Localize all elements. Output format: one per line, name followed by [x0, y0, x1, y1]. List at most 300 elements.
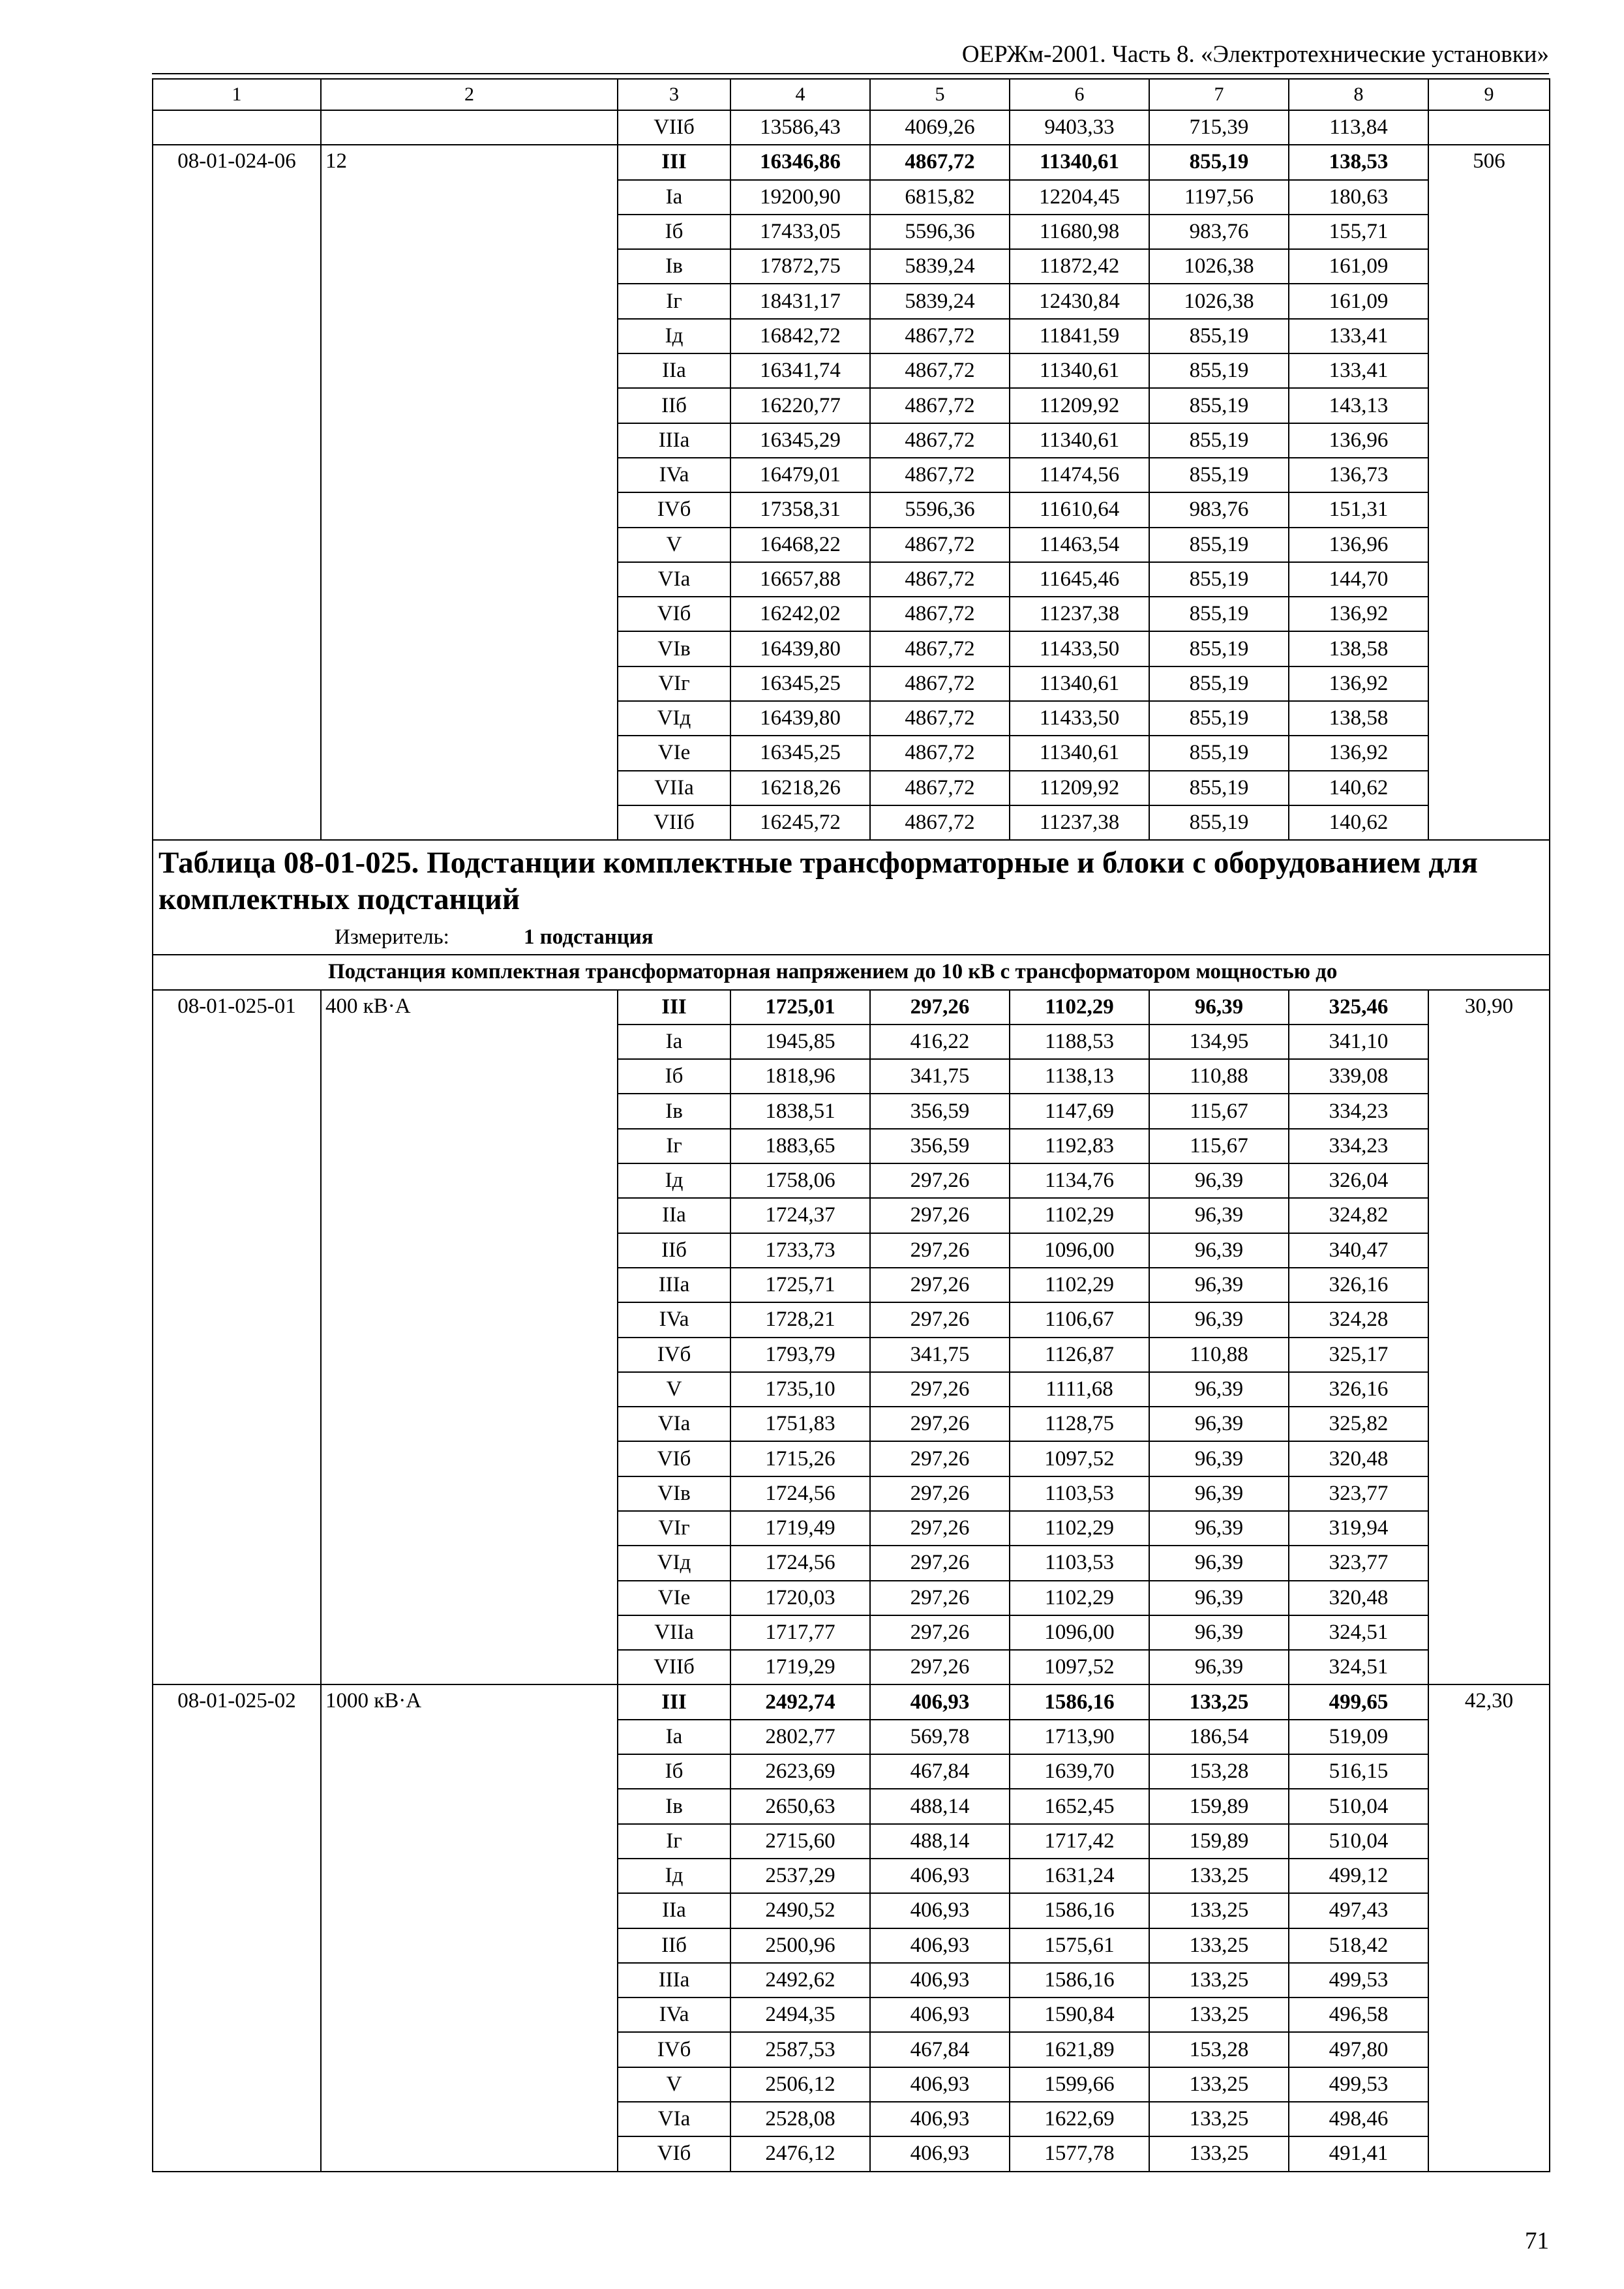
value-cell: 1147,69: [1010, 1094, 1149, 1128]
value-cell: 133,25: [1149, 2102, 1289, 2136]
region-category-cell: Iв: [618, 249, 730, 284]
value-cell: 153,28: [1149, 1754, 1289, 1789]
value-cell: 334,23: [1289, 1094, 1428, 1128]
value-cell: 133,41: [1289, 319, 1428, 353]
value-cell: 855,19: [1149, 145, 1289, 179]
value-cell: 406,93: [870, 2067, 1010, 2102]
region-category-cell: VIв: [618, 1476, 730, 1511]
value-cell: 96,39: [1149, 1163, 1289, 1198]
region-category-cell: IIб: [618, 388, 730, 423]
value-cell: 297,26: [870, 1581, 1010, 1615]
value-cell: 1719,49: [730, 1511, 870, 1546]
value-cell: 1725,71: [730, 1268, 870, 1302]
value-cell: 138,58: [1289, 701, 1428, 736]
value-cell: 153,28: [1149, 2032, 1289, 2067]
value-cell: 96,39: [1149, 990, 1289, 1025]
value-cell: 569,78: [870, 1720, 1010, 1754]
value-cell: 356,59: [870, 1129, 1010, 1163]
value-cell: 1838,51: [730, 1094, 870, 1128]
value-cell: 326,16: [1289, 1268, 1428, 1302]
value-cell: 136,96: [1289, 528, 1428, 562]
value-cell: 11209,92: [1010, 388, 1149, 423]
value-cell: 186,54: [1149, 1720, 1289, 1754]
value-cell: 133,25: [1149, 2136, 1289, 2171]
value-cell: 159,89: [1149, 1824, 1289, 1859]
value-cell: 1096,00: [1010, 1615, 1149, 1650]
value-cell: 1728,21: [730, 1302, 870, 1337]
value-cell: 4867,72: [870, 319, 1010, 353]
value-cell: 2494,35: [730, 1997, 870, 2032]
value-cell: 4867,72: [870, 145, 1010, 179]
value-cell: 324,51: [1289, 1615, 1428, 1650]
value-cell: 16218,26: [730, 771, 870, 805]
value-cell: 2506,12: [730, 2067, 870, 2102]
running-header: ОЕРЖм-2001. Часть 8. «Электротехнические установки»: [961, 41, 1549, 68]
value-cell: 2492,74: [730, 1684, 870, 1719]
value-cell: 1138,13: [1010, 1059, 1149, 1094]
column-number: 3: [618, 79, 730, 110]
last-cell-empty: [1428, 110, 1550, 145]
value-cell: 325,17: [1289, 1338, 1428, 1372]
value-cell: 1102,29: [1010, 1268, 1149, 1302]
value-cell: 96,39: [1149, 1650, 1289, 1684]
column-number: 2: [321, 79, 618, 110]
column-number: 7: [1149, 79, 1289, 110]
value-cell: 324,51: [1289, 1650, 1428, 1684]
value-cell: 1097,52: [1010, 1441, 1149, 1476]
value-cell: 983,76: [1149, 215, 1289, 249]
value-cell: 133,25: [1149, 1997, 1289, 2032]
value-cell: 2650,63: [730, 1789, 870, 1823]
region-category-cell: VIв: [618, 631, 730, 666]
value-cell: 4867,72: [870, 736, 1010, 770]
value-cell: 1883,65: [730, 1129, 870, 1163]
value-cell: 1724,56: [730, 1476, 870, 1511]
value-cell: 297,26: [870, 1546, 1010, 1580]
value-cell: 5839,24: [870, 284, 1010, 318]
value-cell: 2528,08: [730, 2102, 870, 2136]
value-cell: 855,19: [1149, 701, 1289, 736]
value-cell: 1717,77: [730, 1615, 870, 1650]
value-cell: 2476,12: [730, 2136, 870, 2171]
value-cell: 499,12: [1289, 1859, 1428, 1893]
value-cell: 855,19: [1149, 353, 1289, 388]
value-cell: 11645,46: [1010, 562, 1149, 597]
region-category-cell: VIг: [618, 666, 730, 701]
value-cell: 133,25: [1149, 1893, 1289, 1928]
value-cell: 155,71: [1289, 215, 1428, 249]
value-cell: 1724,37: [730, 1198, 870, 1233]
value-cell: 297,26: [870, 1476, 1010, 1511]
cost-table: [152, 78, 1550, 2172]
value-cell: 2623,69: [730, 1754, 870, 1789]
column-9-cell: 42,30: [1428, 1684, 1550, 2171]
value-cell: 1102,29: [1010, 1581, 1149, 1615]
value-cell: 416,22: [870, 1025, 1010, 1059]
value-cell: 110,88: [1149, 1059, 1289, 1094]
value-cell: 297,26: [870, 1511, 1010, 1546]
region-category-cell: VIб: [618, 1441, 730, 1476]
value-cell: 356,59: [870, 1094, 1010, 1128]
table-row: [153, 145, 1550, 179]
value-cell: 96,39: [1149, 1372, 1289, 1407]
value-cell: 1631,24: [1010, 1859, 1149, 1893]
value-cell: 297,26: [870, 1163, 1010, 1198]
value-cell: 19200,90: [730, 180, 870, 215]
value-cell: 510,04: [1289, 1824, 1428, 1859]
value-cell: 18431,17: [730, 284, 870, 318]
value-cell: 140,62: [1289, 771, 1428, 805]
value-cell: 151,31: [1289, 492, 1428, 527]
value-cell: 499,53: [1289, 2067, 1428, 2102]
region-category-cell: IVa: [618, 1302, 730, 1337]
value-cell: 4867,72: [870, 805, 1010, 840]
column-9-cell: 30,90: [1428, 990, 1550, 1685]
value-cell: 136,92: [1289, 666, 1428, 701]
measure-line: [158, 923, 1544, 951]
region-category-cell: IIIa: [618, 423, 730, 458]
value-cell: 1725,01: [730, 990, 870, 1025]
region-category-cell: V: [618, 2067, 730, 2102]
value-cell: 11841,59: [1010, 319, 1149, 353]
value-cell: 406,93: [870, 1893, 1010, 1928]
region-category-cell: Iб: [618, 1754, 730, 1789]
header-rule: [152, 73, 1549, 74]
value-cell: 96,39: [1149, 1546, 1289, 1580]
region-category-cell: VIб: [618, 597, 730, 631]
value-cell: 855,19: [1149, 562, 1289, 597]
page-number: 71: [1525, 2228, 1549, 2254]
value-cell: 140,62: [1289, 805, 1428, 840]
value-cell: 467,84: [870, 2032, 1010, 2067]
value-cell: 518,42: [1289, 1928, 1428, 1963]
value-cell: 11209,92: [1010, 771, 1149, 805]
value-cell: 1026,38: [1149, 284, 1289, 318]
value-cell: 159,89: [1149, 1789, 1289, 1823]
value-cell: 115,67: [1149, 1094, 1289, 1128]
value-cell: 406,93: [870, 1963, 1010, 1997]
value-cell: 9403,33: [1010, 110, 1149, 145]
value-cell: 134,95: [1149, 1025, 1289, 1059]
value-cell: 1126,87: [1010, 1338, 1149, 1372]
region-category-cell: Iд: [618, 319, 730, 353]
value-cell: 855,19: [1149, 597, 1289, 631]
value-cell: 1586,16: [1010, 1893, 1149, 1928]
value-cell: 1103,53: [1010, 1476, 1149, 1511]
value-cell: 11433,50: [1010, 631, 1149, 666]
value-cell: 4867,72: [870, 771, 1010, 805]
value-cell: 855,19: [1149, 666, 1289, 701]
value-cell: 1720,03: [730, 1581, 870, 1615]
value-cell: 715,39: [1149, 110, 1289, 145]
region-category-cell: Ia: [618, 1025, 730, 1059]
value-cell: 11237,38: [1010, 805, 1149, 840]
value-cell: 297,26: [870, 1233, 1010, 1268]
region-category-cell: VIe: [618, 736, 730, 770]
value-cell: 1134,76: [1010, 1163, 1149, 1198]
region-category-cell: Iг: [618, 284, 730, 318]
region-category-cell: Iб: [618, 1059, 730, 1094]
value-cell: 110,88: [1149, 1338, 1289, 1372]
region-category-cell: VIa: [618, 562, 730, 597]
region-category-cell: VIa: [618, 1407, 730, 1441]
value-cell: 1735,10: [730, 1372, 870, 1407]
value-cell: 2537,29: [730, 1859, 870, 1893]
value-cell: 6815,82: [870, 180, 1010, 215]
region-category-cell: IVa: [618, 1997, 730, 2032]
value-cell: 323,77: [1289, 1476, 1428, 1511]
value-cell: 96,39: [1149, 1476, 1289, 1511]
value-cell: 334,23: [1289, 1129, 1428, 1163]
region-category-cell: IIб: [618, 1233, 730, 1268]
value-cell: 1102,29: [1010, 1198, 1149, 1233]
value-cell: 1590,84: [1010, 1997, 1149, 2032]
value-cell: 855,19: [1149, 631, 1289, 666]
region-category-cell: IIIa: [618, 1963, 730, 1997]
value-cell: 1793,79: [730, 1338, 870, 1372]
value-cell: 16245,72: [730, 805, 870, 840]
value-cell: 5596,36: [870, 215, 1010, 249]
measure-value: 1 подстанция: [524, 925, 654, 950]
region-category-cell: IVб: [618, 1338, 730, 1372]
value-cell: 16439,80: [730, 701, 870, 736]
value-cell: 319,94: [1289, 1511, 1428, 1546]
value-cell: 143,13: [1289, 388, 1428, 423]
region-category-cell: Iг: [618, 1824, 730, 1859]
value-cell: 96,39: [1149, 1268, 1289, 1302]
value-cell: 138,53: [1289, 145, 1428, 179]
value-cell: 5596,36: [870, 492, 1010, 527]
section-heading-row: [153, 955, 1550, 989]
value-cell: 133,41: [1289, 353, 1428, 388]
region-category-cell: Iв: [618, 1094, 730, 1128]
value-cell: 341,75: [870, 1059, 1010, 1094]
region-category-cell: VIIб: [618, 1650, 730, 1684]
value-cell: 326,04: [1289, 1163, 1428, 1198]
value-cell: 1621,89: [1010, 2032, 1149, 2067]
rate-name-cell: 400 кВ·А: [321, 990, 618, 1685]
value-cell: 496,58: [1289, 1997, 1428, 2032]
value-cell: 855,19: [1149, 388, 1289, 423]
value-cell: 1733,73: [730, 1233, 870, 1268]
value-cell: 1818,96: [730, 1059, 870, 1094]
value-cell: 180,63: [1289, 180, 1428, 215]
column-number: 8: [1289, 79, 1428, 110]
value-cell: 499,53: [1289, 1963, 1428, 1997]
value-cell: 341,75: [870, 1338, 1010, 1372]
region-category-cell: Iд: [618, 1163, 730, 1198]
region-category-cell: IIa: [618, 1198, 730, 1233]
value-cell: 340,47: [1289, 1233, 1428, 1268]
region-category-cell: V: [618, 1372, 730, 1407]
value-cell: 136,92: [1289, 597, 1428, 631]
region-category-cell: VIIб: [618, 805, 730, 840]
value-cell: 497,43: [1289, 1893, 1428, 1928]
value-cell: 1128,75: [1010, 1407, 1149, 1441]
value-cell: 2587,53: [730, 2032, 870, 2067]
region-category-cell: Iг: [618, 1129, 730, 1163]
value-cell: 1026,38: [1149, 249, 1289, 284]
value-cell: 488,14: [870, 1789, 1010, 1823]
value-cell: 297,26: [870, 1441, 1010, 1476]
region-category-cell: VIe: [618, 1581, 730, 1615]
value-cell: 1575,61: [1010, 1928, 1149, 1963]
value-cell: 498,46: [1289, 2102, 1428, 2136]
value-cell: 17358,31: [730, 492, 870, 527]
value-cell: 4867,72: [870, 631, 1010, 666]
value-cell: 320,48: [1289, 1441, 1428, 1476]
value-cell: 2500,96: [730, 1928, 870, 1963]
value-cell: 1639,70: [1010, 1754, 1149, 1789]
table-row: [153, 990, 1550, 1025]
value-cell: 510,04: [1289, 1789, 1428, 1823]
value-cell: 1622,69: [1010, 2102, 1149, 2136]
region-category-cell: VIд: [618, 701, 730, 736]
table-title: Таблица 08-01-025. Подстанции комплектные трансформаторные и блоки с оборудованием для комплектных подстанций: [158, 846, 1478, 917]
value-cell: 406,93: [870, 1928, 1010, 1963]
value-cell: 16242,02: [730, 597, 870, 631]
value-cell: 4867,72: [870, 423, 1010, 458]
value-cell: 133,25: [1149, 2067, 1289, 2102]
value-cell: 491,41: [1289, 2136, 1428, 2171]
value-cell: 11340,61: [1010, 353, 1149, 388]
column-number: 4: [730, 79, 870, 110]
value-cell: 855,19: [1149, 528, 1289, 562]
value-cell: 161,09: [1289, 249, 1428, 284]
value-cell: 4867,72: [870, 353, 1010, 388]
value-cell: 11340,61: [1010, 666, 1149, 701]
value-cell: 138,58: [1289, 631, 1428, 666]
value-cell: 297,26: [870, 1615, 1010, 1650]
column-number-row: [153, 79, 1550, 110]
value-cell: 406,93: [870, 2102, 1010, 2136]
value-cell: 855,19: [1149, 771, 1289, 805]
value-cell: 96,39: [1149, 1615, 1289, 1650]
value-cell: 855,19: [1149, 423, 1289, 458]
value-cell: 96,39: [1149, 1581, 1289, 1615]
value-cell: 4867,72: [870, 528, 1010, 562]
value-cell: 96,39: [1149, 1441, 1289, 1476]
value-cell: 2490,52: [730, 1893, 870, 1928]
value-cell: 16220,77: [730, 388, 870, 423]
value-cell: 325,82: [1289, 1407, 1428, 1441]
region-category-cell: V: [618, 528, 730, 562]
region-category-cell: III: [618, 1684, 730, 1719]
value-cell: 297,26: [870, 1407, 1010, 1441]
value-cell: 1111,68: [1010, 1372, 1149, 1407]
value-cell: 16345,25: [730, 666, 870, 701]
value-cell: 16346,86: [730, 145, 870, 179]
column-number: 9: [1428, 79, 1550, 110]
value-cell: 1197,56: [1149, 180, 1289, 215]
value-cell: 297,26: [870, 1650, 1010, 1684]
value-cell: 136,96: [1289, 423, 1428, 458]
value-cell: 297,26: [870, 1302, 1010, 1337]
value-cell: 136,73: [1289, 458, 1428, 492]
value-cell: 144,70: [1289, 562, 1428, 597]
value-cell: 1102,29: [1010, 1511, 1149, 1546]
value-cell: 1715,26: [730, 1441, 870, 1476]
region-category-cell: IVa: [618, 458, 730, 492]
region-category-cell: IIa: [618, 1893, 730, 1928]
value-cell: 1106,67: [1010, 1302, 1149, 1337]
value-cell: 1945,85: [730, 1025, 870, 1059]
value-cell: 297,26: [870, 1198, 1010, 1233]
region-category-cell: Iв: [618, 1789, 730, 1823]
value-cell: 115,67: [1149, 1129, 1289, 1163]
value-cell: 499,65: [1289, 1684, 1428, 1719]
value-cell: 96,39: [1149, 1198, 1289, 1233]
value-cell: 136,92: [1289, 736, 1428, 770]
value-cell: 497,80: [1289, 2032, 1428, 2067]
code-cell-empty: [153, 110, 321, 145]
value-cell: 11340,61: [1010, 736, 1149, 770]
value-cell: 11463,54: [1010, 528, 1149, 562]
value-cell: 1758,06: [730, 1163, 870, 1198]
value-cell: 320,48: [1289, 1581, 1428, 1615]
value-cell: 467,84: [870, 1754, 1010, 1789]
value-cell: 4867,72: [870, 597, 1010, 631]
region-category-cell: Ia: [618, 1720, 730, 1754]
value-cell: 96,39: [1149, 1302, 1289, 1337]
value-cell: 1599,66: [1010, 2067, 1149, 2102]
value-cell: 12204,45: [1010, 180, 1149, 215]
region-category-cell: Iд: [618, 1859, 730, 1893]
value-cell: 16657,88: [730, 562, 870, 597]
value-cell: 1751,83: [730, 1407, 870, 1441]
column-number: 5: [870, 79, 1010, 110]
region-category-cell: IVб: [618, 2032, 730, 2067]
rate-code-cell: 08-01-025-02: [153, 1684, 321, 2171]
rate-name-cell: 12: [321, 145, 618, 840]
value-cell: 4069,26: [870, 110, 1010, 145]
table-row: [153, 110, 1550, 145]
value-cell: 16341,74: [730, 353, 870, 388]
value-cell: 1719,29: [730, 1650, 870, 1684]
region-category-cell: VIa: [618, 2102, 730, 2136]
value-cell: 133,25: [1149, 1859, 1289, 1893]
value-cell: 4867,72: [870, 666, 1010, 701]
value-cell: 406,93: [870, 1684, 1010, 1719]
region-category-cell: IIб: [618, 1928, 730, 1963]
value-cell: 17433,05: [730, 215, 870, 249]
value-cell: 96,39: [1149, 1407, 1289, 1441]
region-category-cell: VIIa: [618, 1615, 730, 1650]
value-cell: 16439,80: [730, 631, 870, 666]
value-cell: 1586,16: [1010, 1963, 1149, 1997]
value-cell: 1102,29: [1010, 990, 1149, 1025]
value-cell: 2492,62: [730, 1963, 870, 1997]
value-cell: 17872,75: [730, 249, 870, 284]
value-cell: 16345,25: [730, 736, 870, 770]
value-cell: 855,19: [1149, 458, 1289, 492]
value-cell: 16468,22: [730, 528, 870, 562]
value-cell: 297,26: [870, 1372, 1010, 1407]
value-cell: 4867,72: [870, 701, 1010, 736]
value-cell: 96,39: [1149, 1511, 1289, 1546]
column-number: 6: [1010, 79, 1149, 110]
table-caption: [153, 840, 1550, 955]
value-cell: 339,08: [1289, 1059, 1428, 1094]
value-cell: 1717,42: [1010, 1824, 1149, 1859]
value-cell: 133,25: [1149, 1684, 1289, 1719]
value-cell: 12430,84: [1010, 284, 1149, 318]
value-cell: 2715,60: [730, 1824, 870, 1859]
value-cell: 16479,01: [730, 458, 870, 492]
value-cell: 11872,42: [1010, 249, 1149, 284]
value-cell: 855,19: [1149, 805, 1289, 840]
value-cell: 406,93: [870, 1997, 1010, 2032]
